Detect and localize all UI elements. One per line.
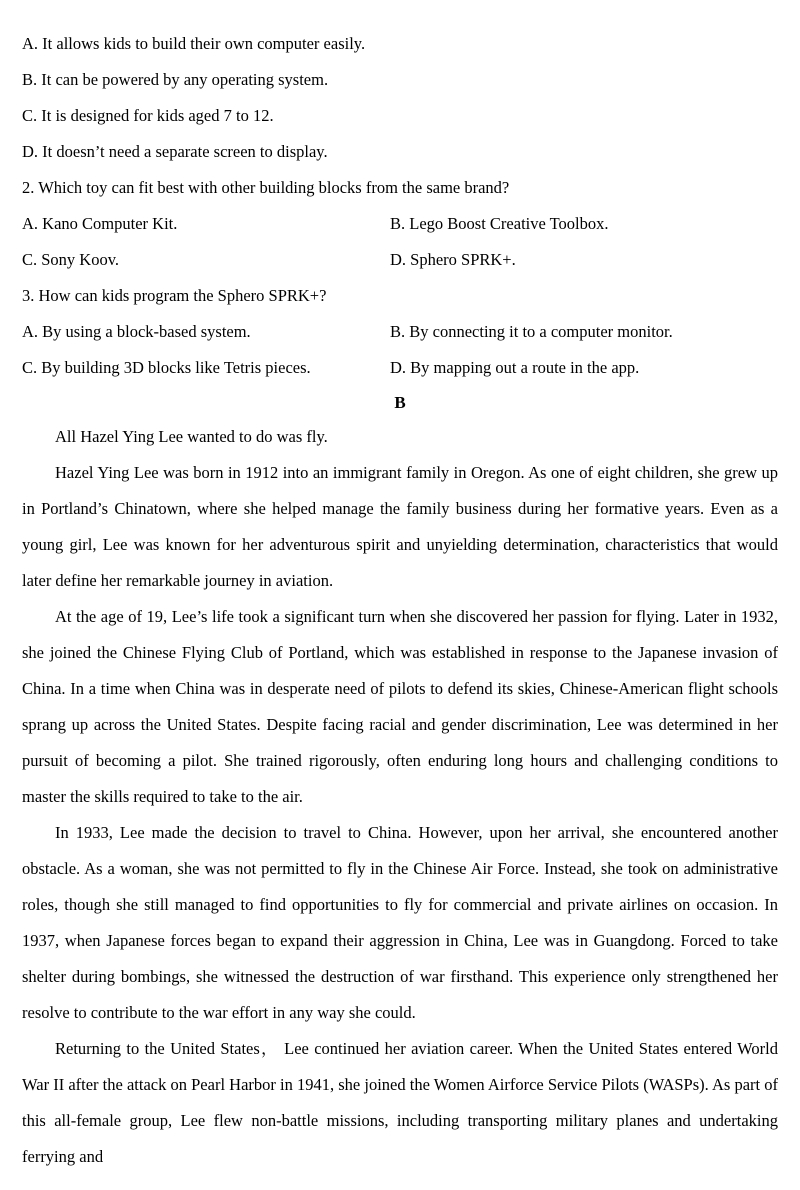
section-b-heading: B bbox=[394, 393, 406, 412]
answer-option-2b: B. Lego Boost Creative Toolbox. bbox=[390, 214, 609, 233]
reading-passage-b bbox=[22, 419, 778, 1175]
passage-paragraph-3: At the age of 19, Lee’s life took a significant turn when she discovered her passion for flying. Later in 1932, she joined the Chinese Flying Club of Portland, which was established in response to the Japanese invasion of China. In a time when China was in desperate need of pilots to defend its skies, Chinese-American flight schools sprang up across the United States. Despite facing racial and gender discrimination, Lee was determined in her pursuit of becoming a pilot. She trained rigorously, often enduring long hours and challenging conditions to master the skills required to take to the air. bbox=[22, 607, 778, 806]
question-3-stem: 3. How can kids program the Sphero SPRK+? bbox=[22, 286, 327, 305]
question-2-options-row-1 bbox=[22, 206, 778, 242]
answer-option-3a: A. By using a block-based system. bbox=[22, 322, 251, 341]
answer-option-2d: D. Sphero SPRK+. bbox=[390, 250, 516, 269]
answer-option-1c: C. It is designed for kids aged 7 to 12. bbox=[22, 106, 274, 125]
answer-option-3c: C. By building 3D blocks like Tetris pieces. bbox=[22, 358, 311, 377]
passage-paragraph-5: Returning to the United States， Lee continued her aviation career. When the United States entered World War II after the attack on Pearl Harbor in 1941, she joined the Women Airforce Service Pilots (WASPs). As part of this all-female group, Lee flew non-battle missions, including transporting military planes and undertaking ferrying and bbox=[22, 1039, 778, 1166]
answer-option-3d: D. By mapping out a route in the app. bbox=[390, 358, 640, 377]
answer-option-2a: A. Kano Computer Kit. bbox=[22, 214, 178, 233]
question-2-stem: 2. Which toy can fit best with other building blocks from the same brand? bbox=[22, 178, 510, 197]
question-3-options-row-2 bbox=[22, 350, 778, 386]
answer-option-3b: B. By connecting it to a computer monitor. bbox=[390, 322, 673, 341]
passage-paragraph-2: Hazel Ying Lee was born in 1912 into an immigrant family in Oregon. As one of eight children, she grew up in Portland’s Chinatown, where she helped manage the family business during her formative years. Even as a young girl, Lee was known for her adventurous spirit and unyielding determination, characteristics that would later define her remarkable journey in aviation. bbox=[22, 463, 778, 590]
answer-option-1b: B. It can be powered by any operating system. bbox=[22, 70, 329, 89]
answer-option-2c: C. Sony Koov. bbox=[22, 250, 120, 269]
passage-paragraph-4: In 1933, Lee made the decision to travel to China. However, upon her arrival, she encountered another obstacle. As a woman, she was not permitted to fly in the Chinese Air Force. Instead, she took on administrative roles, though she still managed to find opportunities to fly for commercial and private airlines on occasion. In 1937, when Japanese forces began to expand their aggression in China, Lee was in Guangdong. Forced to take shelter during bombings, she witnessed the destruction of war firsthand. This experience only strengthened her resolve to contribute to the war effort in any way she could. bbox=[22, 823, 778, 1022]
question-3-options-row-1 bbox=[22, 314, 778, 350]
answer-option-1d: D. It doesn’t need a separate screen to display. bbox=[22, 142, 328, 161]
answer-option-1a: A. It allows kids to build their own computer easily. bbox=[22, 34, 366, 53]
question-2-options-row-2 bbox=[22, 242, 778, 278]
passage-paragraph-1: All Hazel Ying Lee wanted to do was fly. bbox=[55, 427, 328, 446]
